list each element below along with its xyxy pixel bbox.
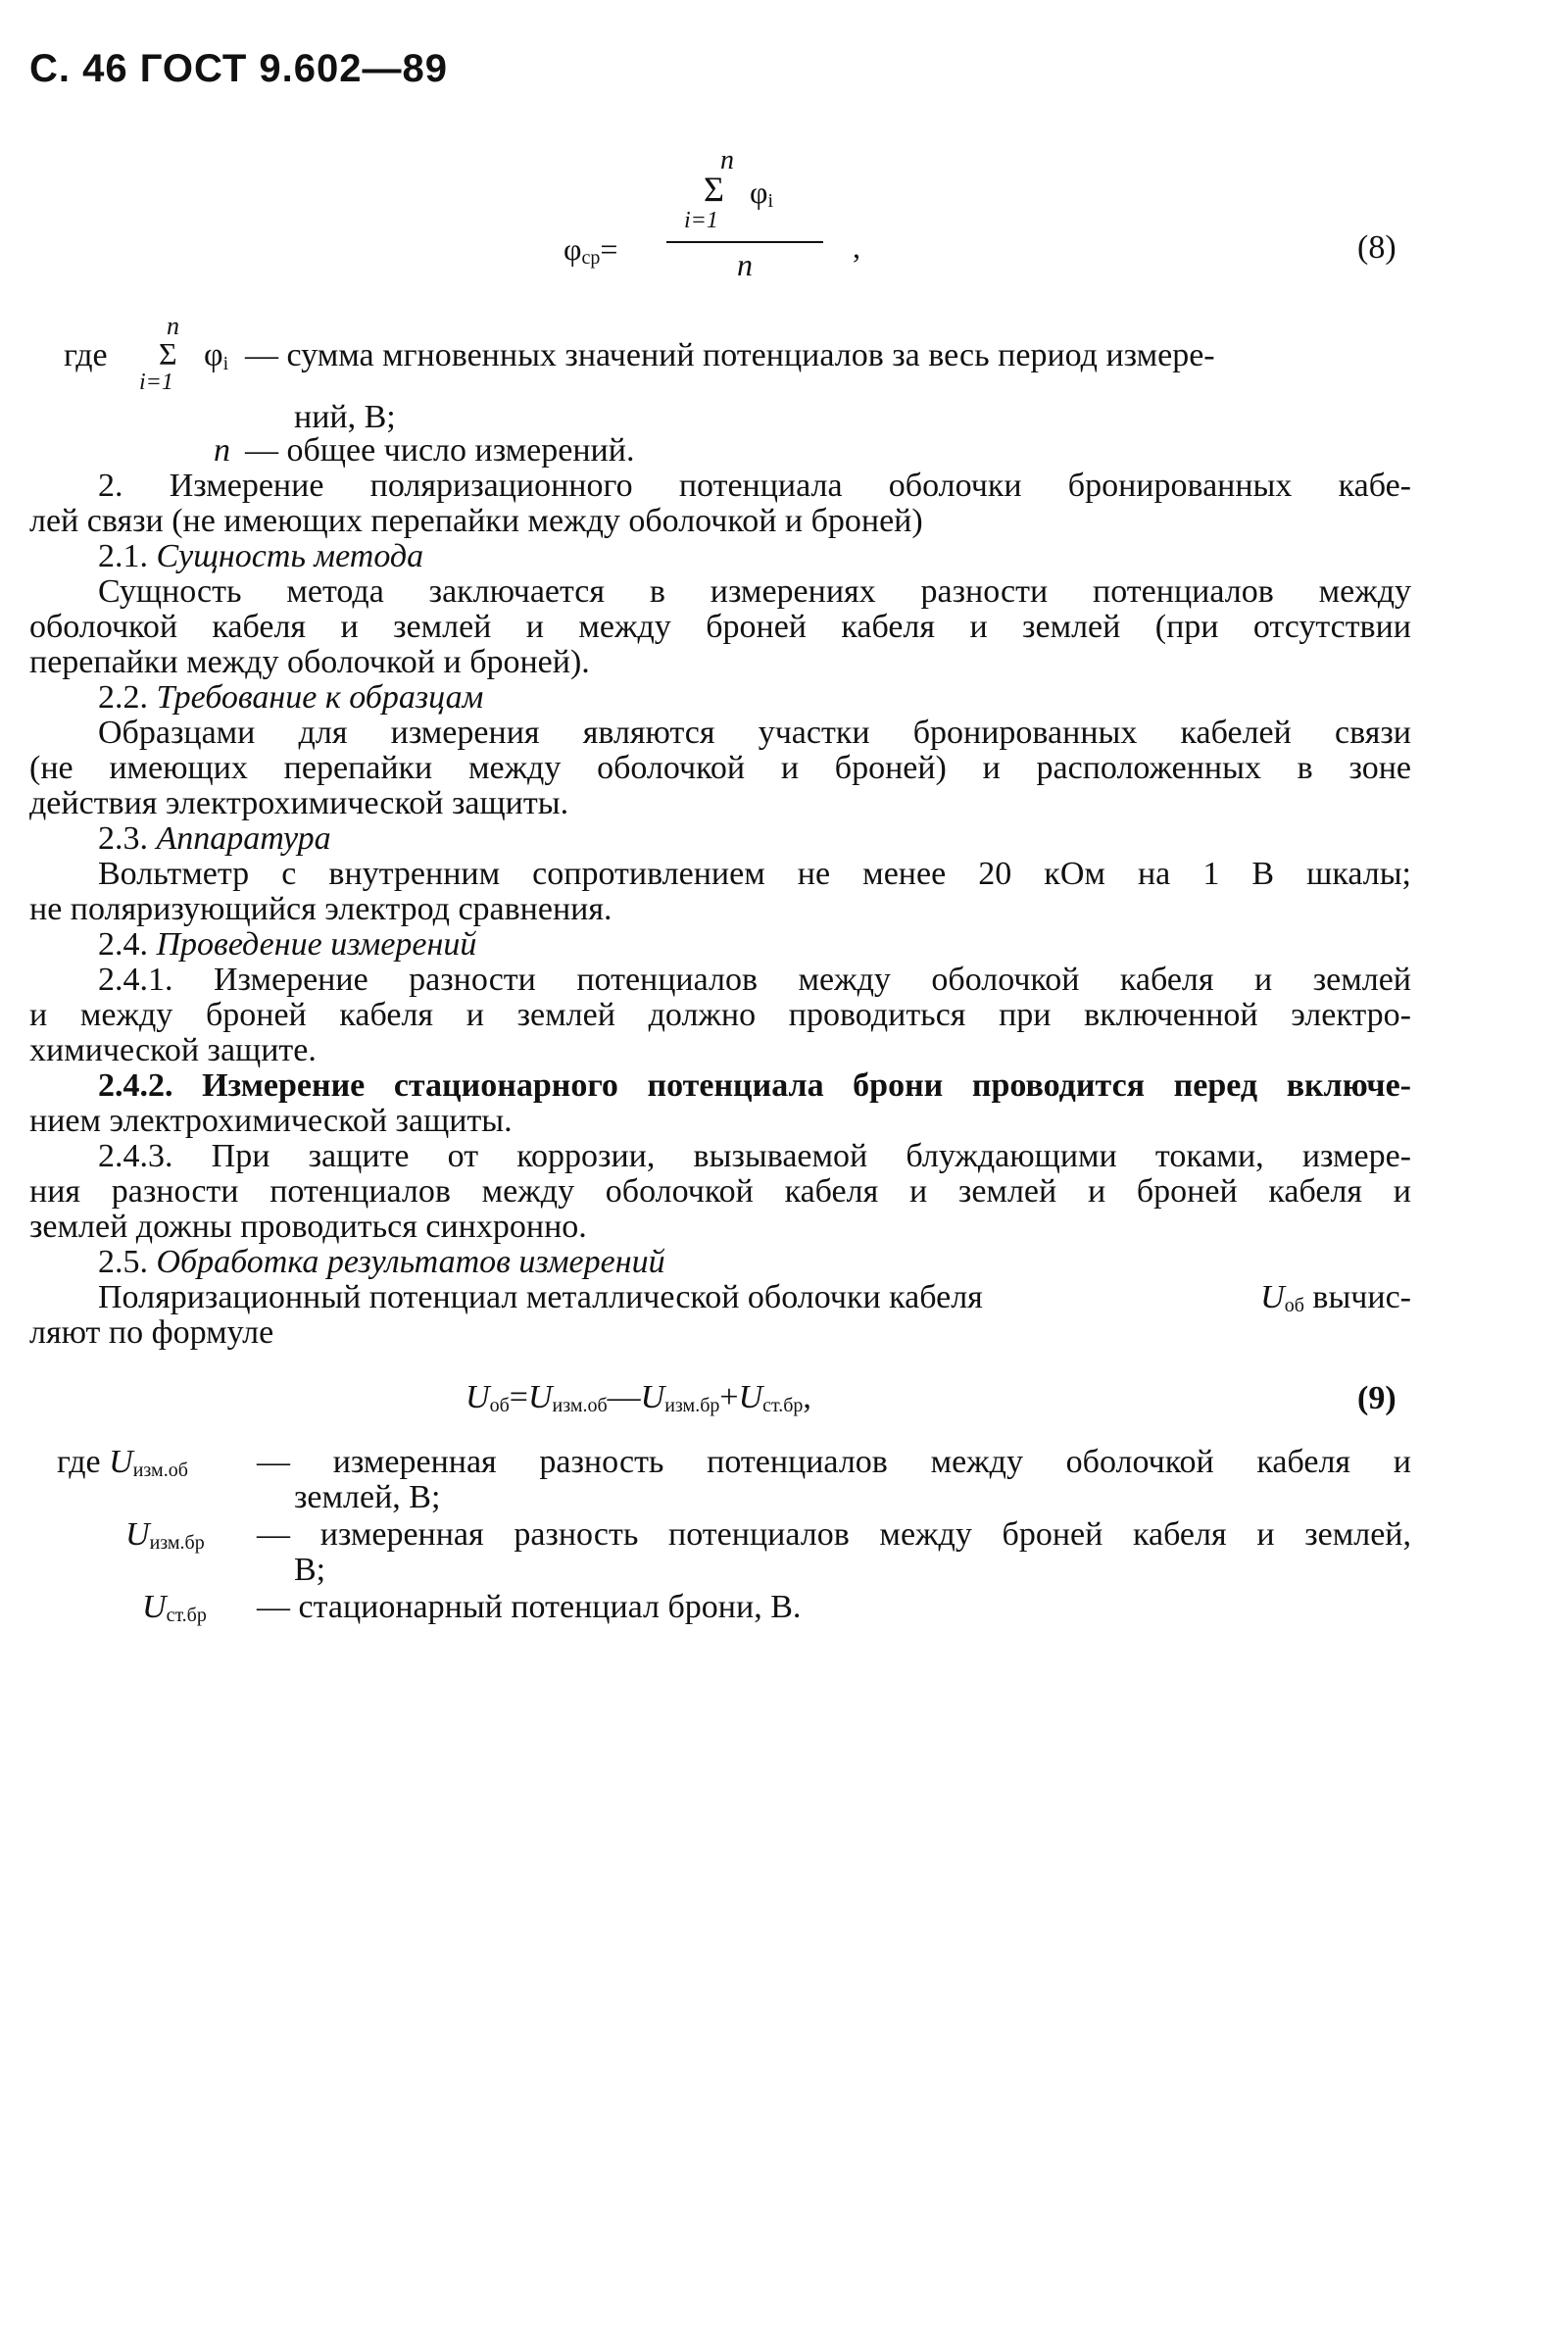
section-2-1-line2: оболочкой кабеля и землей и между броней кабеля и землей (при отсутствии: [29, 609, 1411, 645]
section-2-4-heading: 2.4. Проведение измерений: [98, 926, 477, 963]
where-9-def1-line2: землей, В;: [294, 1479, 441, 1515]
where-9-term2: $U_{изм.бр}$: [125, 1516, 205, 1554]
section-2-5-line1: Поляризационный потенциал металлической оболочки кабеля $U_{об}$ вычис-: [98, 1279, 1411, 1316]
section-2-2-line2: (не имеющих перепайки между оболочкой и броней) и расположенных в зоне: [29, 750, 1411, 786]
where-8-gde: где: [64, 337, 108, 373]
where-8-sum-lower: i=1: [139, 370, 173, 395]
formula-9: $U_{об}=U_{изм.об}—U_{изм.бр}+U_{ст.бр}$,: [466, 1379, 811, 1416]
section-2-4-1-line3: химической защите.: [29, 1032, 317, 1068]
section-2-4-3-line2: ния разности потенциалов между оболочкой кабеля и землей и броней кабеля и: [29, 1173, 1411, 1210]
section-2-line2: лей связи (не имеющих перепайки между оболочкой и броней): [29, 503, 923, 539]
section-2-2-line3: действия электрохимической защиты.: [29, 785, 569, 821]
formula-9-number: (9): [1357, 1380, 1396, 1416]
formula-8-sum-lower: i=1: [684, 208, 718, 233]
formula-8-lhs: $\varphi_{ср}=$: [564, 231, 618, 269]
formula-8-number: (8): [1357, 229, 1396, 266]
formula-8-fraction-bar: [666, 241, 823, 243]
where-9-def1-line1: — измеренная разность потенциалов между оболочкой кабеля и: [257, 1444, 1411, 1480]
where-8-sigma: Σ: [159, 336, 177, 371]
where-8-sum-upper: n: [167, 312, 179, 340]
formula-8-sigma: Σ: [704, 170, 724, 209]
where-9-def3: — стационарный потенциал брони, В.: [257, 1589, 802, 1625]
section-2-4-2-line1: 2.4.2. Измерение стационарного потенциала брони проводится перед включе-: [98, 1067, 1411, 1104]
section-2-4-2-line2: нием электрохимической защиты.: [29, 1103, 513, 1139]
section-2-3-line2: не поляризующийся электрод сравнения.: [29, 891, 612, 927]
where-9-def2-line1: — измеренная разность потенциалов между броней кабеля и землей,: [257, 1516, 1411, 1553]
section-2-3-heading: 2.3. Аппаратура: [98, 820, 331, 857]
section-2-2-line1: Образцами для измерения являются участки бронированных кабелей связи: [98, 715, 1411, 751]
section-2-4-3-line3: землей дожны проводиться синхронно.: [29, 1209, 587, 1245]
section-2-2-heading: 2.2. Требование к образцам: [98, 679, 484, 716]
where-8-term: $\varphi_i$: [204, 337, 229, 374]
where-9-def2-line2: В;: [294, 1552, 326, 1588]
formula-8-denominator: n: [737, 247, 753, 282]
where-8-def2: — общее число измерений.: [245, 432, 635, 469]
section-2-4-1-line1: 2.4.1. Измерение разности потенциалов между оболочкой кабеля и землей: [98, 962, 1411, 998]
where-9-term3: $U_{ст.бр}$: [142, 1589, 207, 1626]
section-2-4-3-line1: 2.4.3. При защите от коррозии, вызываемой блуждающими токами, измере-: [98, 1138, 1411, 1174]
section-2-5-heading: 2.5. Обработка результатов измерений: [98, 1244, 665, 1280]
formula-8-summand: $\varphi_i$: [750, 174, 774, 212]
section-2-1-heading: 2.1. Сущность метода: [98, 538, 424, 574]
section-2-1-line1: Сущность метода заключается в измерениях разности потенциалов между: [98, 573, 1411, 610]
formula-8: [549, 145, 1411, 282]
section-2-1-line3: перепайки между оболочкой и броней).: [29, 644, 590, 680]
formula-8-comma: ,: [853, 229, 860, 265]
section-2-4-1-line2: и между броней кабеля и землей должно проводиться при включенной электро-: [29, 997, 1411, 1033]
section-2-5-line2: ляют по формуле: [29, 1314, 274, 1351]
where-8-n-term: n: [214, 432, 230, 469]
formula-8-sum-upper: n: [720, 145, 734, 175]
section-2-line1: 2. Измерение поляризационного потенциала оболочки бронированных кабе-: [98, 468, 1411, 504]
where-8-def1-line1: — сумма мгновенных значений потенциалов за весь период измере-: [245, 337, 1215, 373]
running-header: С. 46 ГОСТ 9.602—89: [29, 47, 449, 90]
where-8-def1-line2: ний, В;: [294, 399, 396, 435]
where-9-term1: где $U_{изм.об}$: [57, 1444, 188, 1481]
section-2-3-line1: Вольтметр с внутренним сопротивлением не менее 20 кОм на 1 В шкалы;: [98, 856, 1411, 892]
